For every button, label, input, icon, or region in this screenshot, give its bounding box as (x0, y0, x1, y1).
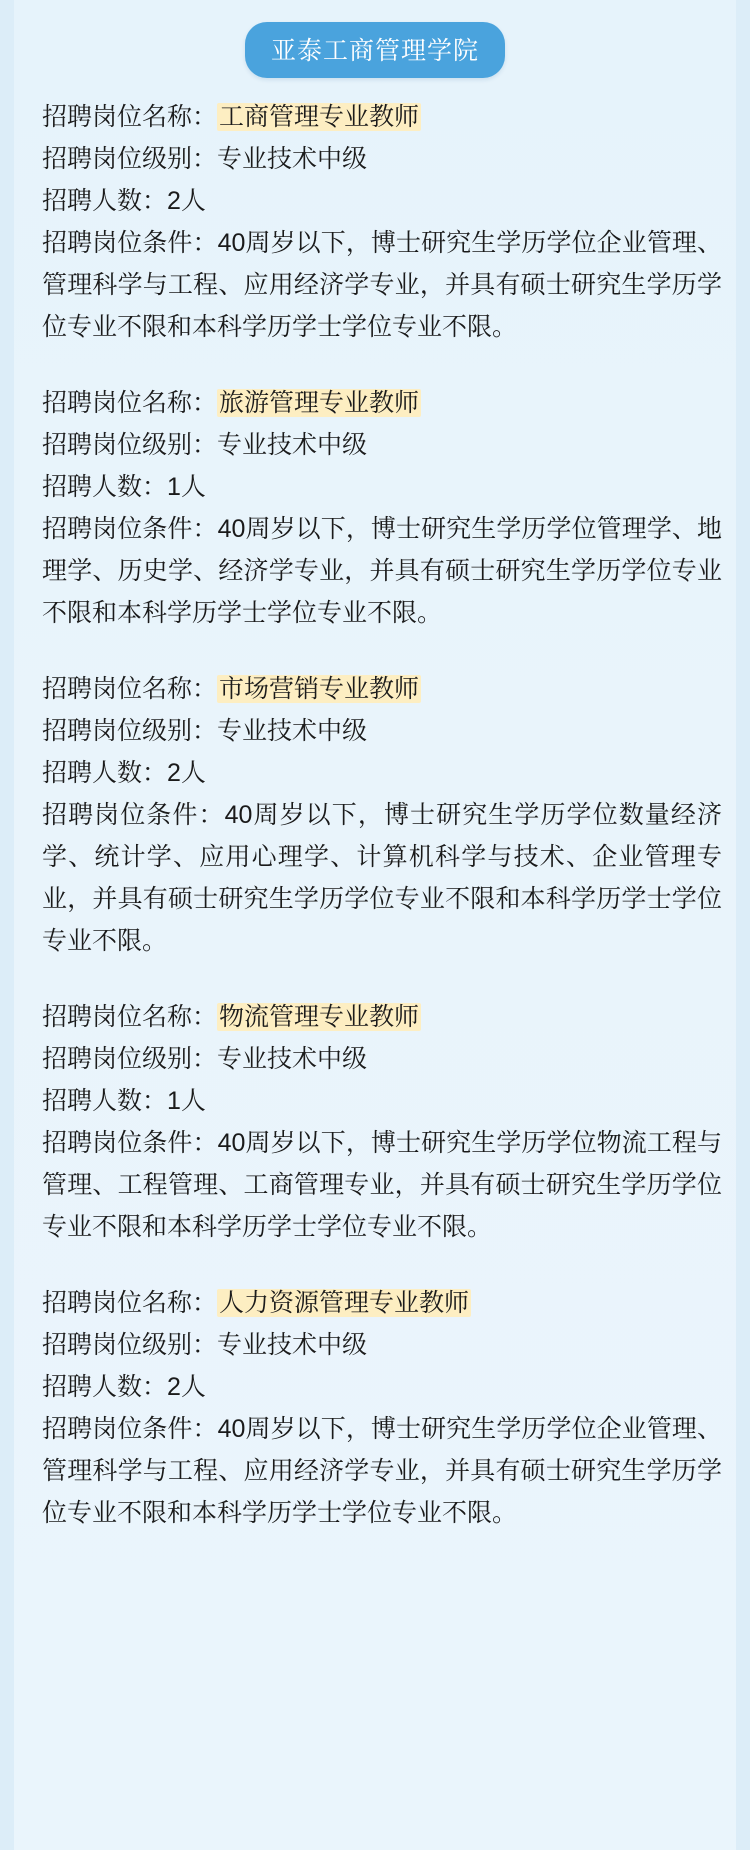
job-item (42, 1282, 722, 1534)
jobs-list (0, 78, 750, 1534)
job-count-label: 招聘人数： (42, 1087, 168, 1115)
job-name-line (42, 96, 722, 138)
job-name-label: 招聘岗位名称： (42, 103, 218, 131)
job-requirements-value: 40周岁以下，博士研究生学历学位管理学、地理学、历史学、经济学专业，并具有硕士研究生学历学位专业不限和本科学历学士学位专业不限。 (42, 515, 722, 627)
job-item (42, 668, 722, 962)
job-name-label: 招聘岗位名称： (42, 1003, 218, 1031)
job-level-label: 招聘岗位级别： (42, 145, 218, 173)
job-requirements-label: 招聘岗位条件： (42, 515, 218, 543)
job-name-line (42, 382, 722, 424)
job-name-value: 旅游管理专业教师 (219, 389, 420, 417)
job-requirements-line (42, 1122, 722, 1248)
job-count-label: 招聘人数： (42, 473, 168, 501)
job-level-line (42, 710, 722, 752)
job-level-value: 专业技术中级 (217, 1331, 368, 1359)
job-item (42, 96, 722, 348)
job-name-value: 市场营销专业教师 (219, 675, 420, 703)
job-level-value: 专业技术中级 (217, 431, 368, 459)
job-name-value: 人力资源管理专业教师 (219, 1289, 470, 1317)
job-name-label: 招聘岗位名称： (42, 675, 218, 703)
job-level-line (42, 424, 722, 466)
job-requirements-label: 招聘岗位条件： (42, 1415, 218, 1443)
job-name-line (42, 1282, 722, 1324)
job-count-label: 招聘人数： (42, 187, 168, 215)
job-count-label: 招聘人数： (42, 759, 168, 787)
job-requirements-value: 40周岁以下，博士研究生学历学位企业管理、管理科学与工程、应用经济学专业，并具有硕士研究生学历学位专业不限和本科学历学士学位专业不限。 (42, 229, 722, 341)
page-title: 亚泰工商管理学院 (245, 22, 505, 78)
job-level-label: 招聘岗位级别： (42, 1045, 218, 1073)
job-count-value: 1人 (167, 473, 206, 501)
job-item (42, 382, 722, 634)
job-level-label: 招聘岗位级别： (42, 1331, 218, 1359)
job-name-value: 工商管理专业教师 (219, 103, 420, 131)
job-level-value: 专业技术中级 (217, 1045, 368, 1073)
job-count-line (42, 466, 722, 508)
job-level-line (42, 1038, 722, 1080)
job-count-value: 2人 (167, 759, 206, 787)
left-edge-band (0, 0, 14, 1850)
job-requirements-line (42, 1408, 722, 1534)
job-count-value: 2人 (167, 1373, 206, 1401)
job-level-value: 专业技术中级 (217, 145, 368, 173)
job-name-line (42, 668, 722, 710)
job-name-value: 物流管理专业教师 (219, 1003, 420, 1031)
job-count-value: 1人 (167, 1087, 206, 1115)
job-requirements-value: 40周岁以下，博士研究生学历学位企业管理、管理科学与工程、应用经济学专业，并具有硕士研究生学历学位专业不限和本科学历学士学位专业不限。 (42, 1415, 722, 1527)
job-requirements-label: 招聘岗位条件： (42, 801, 225, 829)
job-count-line (42, 1366, 722, 1408)
job-level-label: 招聘岗位级别： (42, 431, 218, 459)
job-requirements-line (42, 508, 722, 634)
job-requirements-line (42, 794, 722, 962)
job-count-line (42, 180, 722, 222)
job-level-label: 招聘岗位级别： (42, 717, 218, 745)
job-requirements-value: 40周岁以下，博士研究生学历学位数量经济学、统计学、应用心理学、计算机科学与技术、企业管理专业，并具有硕士研究生学历学位专业不限和本科学历学士学位专业不限。 (42, 801, 722, 955)
job-name-line (42, 996, 722, 1038)
job-requirements-label: 招聘岗位条件： (42, 229, 218, 257)
job-level-line (42, 1324, 722, 1366)
job-count-line (42, 1080, 722, 1122)
job-level-value: 专业技术中级 (217, 717, 368, 745)
job-name-label: 招聘岗位名称： (42, 1289, 218, 1317)
job-name-label: 招聘岗位名称： (42, 389, 218, 417)
job-count-value: 2人 (167, 187, 206, 215)
job-requirements-line (42, 222, 722, 348)
job-count-label: 招聘人数： (42, 1373, 168, 1401)
job-level-line (42, 138, 722, 180)
header (0, 0, 750, 78)
job-requirements-value: 40周岁以下，博士研究生学历学位物流工程与管理、工程管理、工商管理专业，并具有硕士研究生学历学位专业不限和本科学历学士学位专业不限。 (42, 1129, 722, 1241)
job-item (42, 996, 722, 1248)
right-edge-band (736, 0, 750, 1850)
job-requirements-label: 招聘岗位条件： (42, 1129, 218, 1157)
job-count-line (42, 752, 722, 794)
